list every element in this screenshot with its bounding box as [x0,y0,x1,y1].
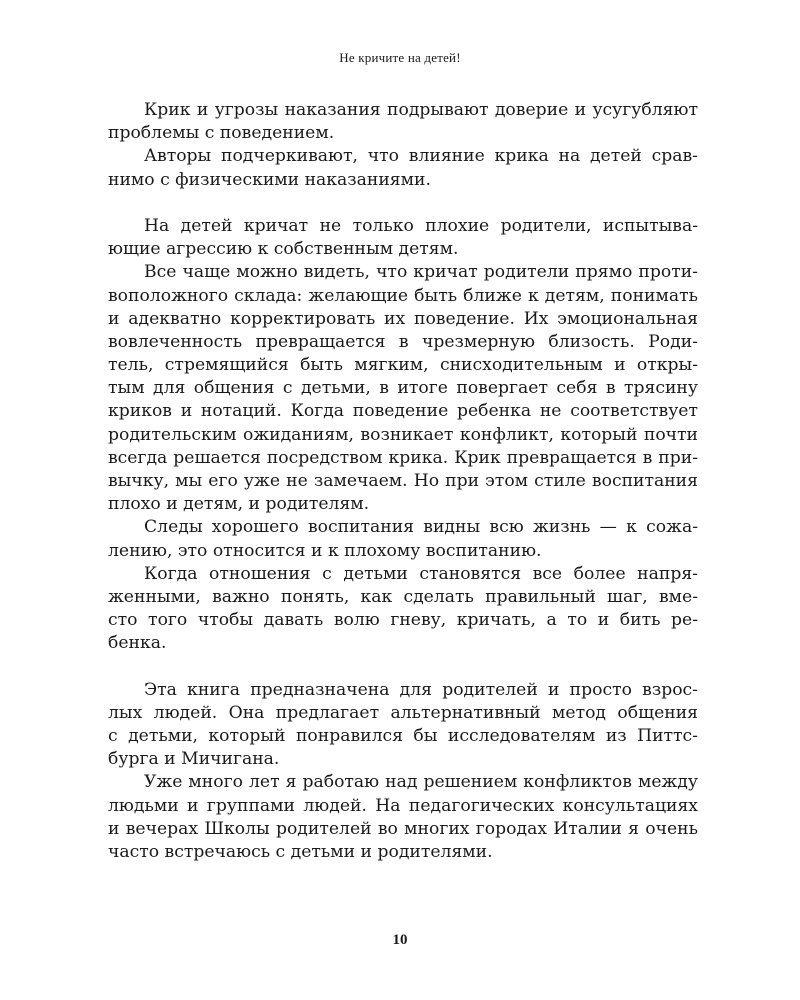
text-line: сто того чтобы давать волю гневу, кричать, а то и бить ре- [108,610,698,631]
paragraph [108,145,698,191]
text-line: Следы хорошего воспитания видны всю жизнь — к сожа- [144,517,698,538]
paragraph [108,261,698,516]
text-line: бурга и Мичигана. [108,749,280,770]
text-line: Авторы подчеркивают, что влияние крика на детей срав- [144,146,698,167]
paragraph-gap [108,656,698,679]
text-line: На детей кричат не только плохие родители, испытыва- [144,215,698,236]
text-line: плохо и детям, и родителям. [108,494,370,515]
text-line: бенка. [108,633,167,654]
text-line: Крик и угрозы наказания подрывают доверие и усугубляют [144,100,698,120]
text-line: людьми и группами людей. На педагогических консультациях [108,795,698,816]
paragraph-gap [108,192,698,215]
page-number: 10 [392,932,408,948]
paragraph [108,771,698,864]
paragraph [108,679,698,772]
text-line: с детьми, который понравился бы исследователям из Питтс- [108,726,698,747]
text-line: часто встречаюсь с детьми и родителями. [108,842,493,862]
text-line: и вечерах Школы родителей во многих городах Италии я очень [108,818,698,839]
text-line: тель, стремящийся быть мягким, снисходительным и откры- [108,355,698,376]
text-line: родительским ожиданиям, возникает конфликт, который почти [108,424,698,445]
text-line: проблемы с поведением. [108,123,335,144]
text-line: Все чаще можно видеть, что кричат родители прямо проти- [144,262,698,283]
running-head: Не кричите на детей! [339,50,461,65]
paragraph [108,516,698,562]
paragraph [108,563,698,656]
text-line: криков и нотаций. Когда поведение ребенка не соответствует [108,401,698,422]
text-line: вычку, мы его уже не замечаем. Но при этом стиле воспитания [108,471,698,491]
body-text [108,99,698,864]
text-line: вовлеченность превращается в чрезмерную близость. Роди- [108,331,698,352]
text-line: лых людей. Она предлагает альтернативный метод общения [108,702,698,723]
text-line: нимо с физическими наказаниями. [108,169,431,190]
text-line: лению, это относится и к плохому воспитанию. [108,540,542,561]
text-line: всегда решается посредством крика. Крик превращается в при- [108,447,698,468]
paragraph [108,99,698,145]
text-line: ющие агрессию к собственным детям. [108,239,459,260]
paragraph [108,215,698,261]
text-line: женными, важно понять, как сделать правильный шаг, вме- [108,586,698,607]
text-line: Когда отношения с детьми становятся все более напря- [144,563,698,584]
text-line: и адекватно корректировать их поведение. Их эмоциональная [108,308,698,329]
text-line: воположного склада: желающие быть ближе к детям, понимать [108,285,698,306]
text-line: тым для общения с детьми, в итоге повергает себя в трясину [108,378,698,399]
text-line: Уже много лет я работаю над решением конфликтов между [144,772,698,793]
text-line: Эта книга предназначена для родителей и просто взрос- [144,679,698,700]
